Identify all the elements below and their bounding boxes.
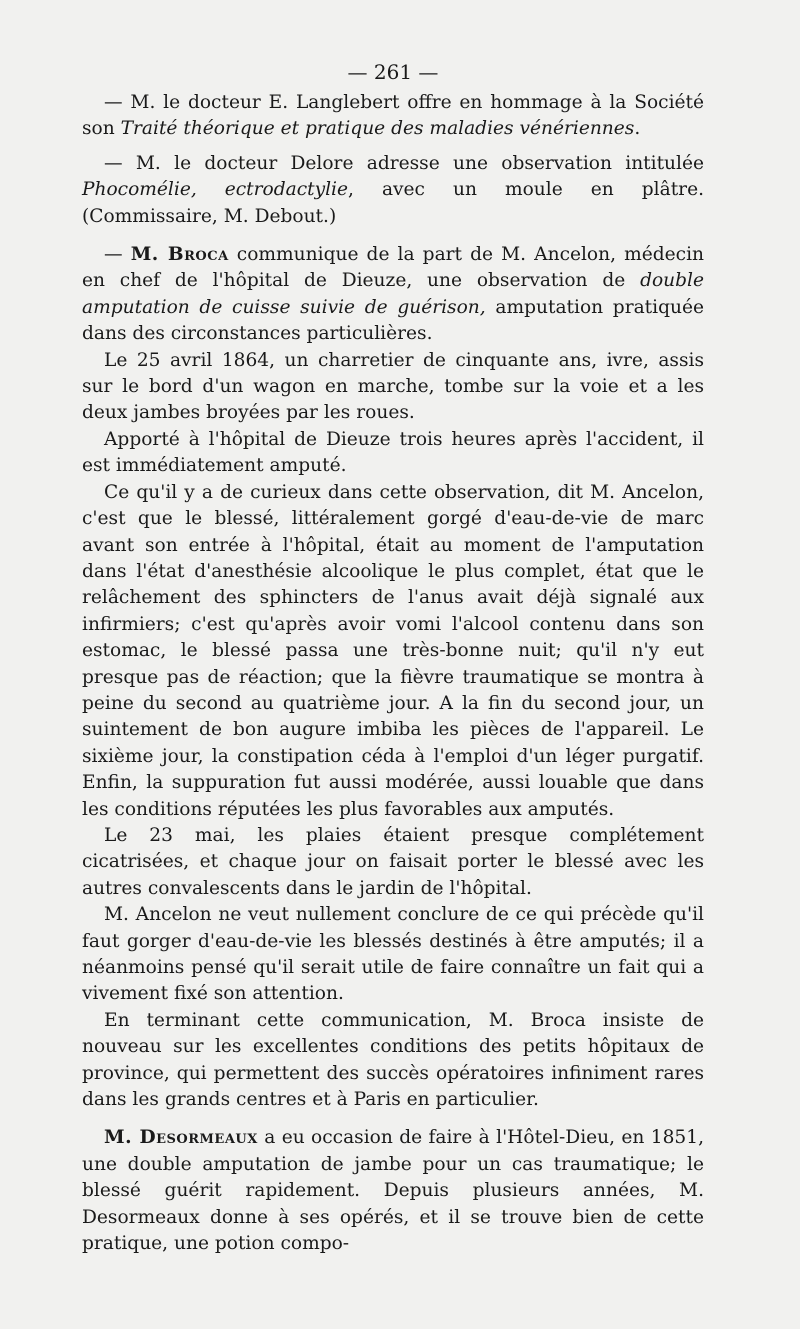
speaker-name: M. Desormeaux [104,1127,258,1149]
paragraph-broca-remarks: En terminant cette communication, M. Broca insiste de nouveau sur les excellentes conditions des petits hôpitaux de province, qui permettent des succès opératoires infiniment rares dans les grands centres et à Paris en particulier. [82,1009,704,1111]
observation-title: Phocomélie, ectrodactylie [82,179,349,201]
paragraph-text: — M. le docteur E. Langlebert offre en hommage à la Société son [82,92,704,140]
paragraph-delore [82,151,704,230]
paragraph-text: — M. le docteur Delore adresse une observation intitulée [104,152,704,174]
paragraph-text: communique de la part de M. Ancelon, médecin en chef de l'hôpital de Dieuze, une observation de [82,244,704,292]
paragraph-broca [82,242,704,348]
paragraph-desormeaux [82,1125,704,1257]
paragraph-amputation: Apporté à l'hôpital de Dieuze trois heures après l'accident, il est immédiatement amputé. [82,428,704,477]
page-number: — 261 — [347,60,439,84]
paragraph-observation: Ce qu'il y a de curieux dans cette observation, dit M. Ancelon, c'est que le blessé, littéralement gorgé d'eau-de-vie de marc avant son entrée à l'hôpital, était au moment de l'amputation dans l'état d'anesthésie alcoolique le plus complet, état que le relâchement des sphincters de l'anus avait déjà signalé aux infirmiers; c'est qu'après avoir vomi l'alcool contenu dans son estomac, le blessé passa une très-bonne nuit; qu'il n'y eut presque pas de réaction; que la fièvre traumatique se montra à peine du second au quatrième jour. A la fin du second jour, un suintement de bon augure imbiba les pièces de l'appareil. Le sixième jour, la constipation céda à l'emploi d'un léger purgatif. Enfin, la suppuration fut aussi modérée, aussi louable que dans les conditions réputées les plus favorables aux amputés. [82,481,704,820]
paragraph-text: , avec un moule en plâtre. (Commissaire, M. Debout.) [82,179,704,227]
paragraph-text: a eu occasion de faire à l'Hôtel-Dieu, en 1851, une double amputation de jambe pour un cas traumatique; le blessé guérit rapidement. Depuis plusieurs années, M. Desormeaux donne à ses opérés, et il se trouve bien de cette pratique, une potion compo- [82,1127,704,1255]
paragraph-conclusion: M. Ancelon ne veut nullement conclure de ce qui précède qu'il faut gorger d'eau-de-vie les blessés destinés à être amputés; il a néanmoins pensé qu'il serait utile de faire connaître un fait qui a vivement fixé son attention. [82,904,704,1005]
paragraph-healing: Le 23 mai, les plaies étaient presque complétement cicatrisées, et chaque jour on faisait porter le blessé avec les autres convalescents dans le jardin de l'hôpital. [82,824,704,899]
paragraph-text: . [634,118,641,140]
observation-title: double amputation de cuisse suivie de guérison, [82,270,704,318]
paragraph-accident: Le 25 avril 1864, un charretier de cinquante ans, ivre, assis sur le bord d'un wagon en marche, tombe sur la voie et a les deux jambes broyées par les roues. [82,349,704,424]
paragraph-text: amputation pratiquée dans des circonstances particulières. [82,296,704,345]
paragraph-dash: — [104,244,131,266]
book-title: Traité théorique et pratique des maladies vénériennes [120,118,635,140]
speaker-name: M. Broca [130,244,229,266]
paragraph-langlebert [82,90,704,143]
